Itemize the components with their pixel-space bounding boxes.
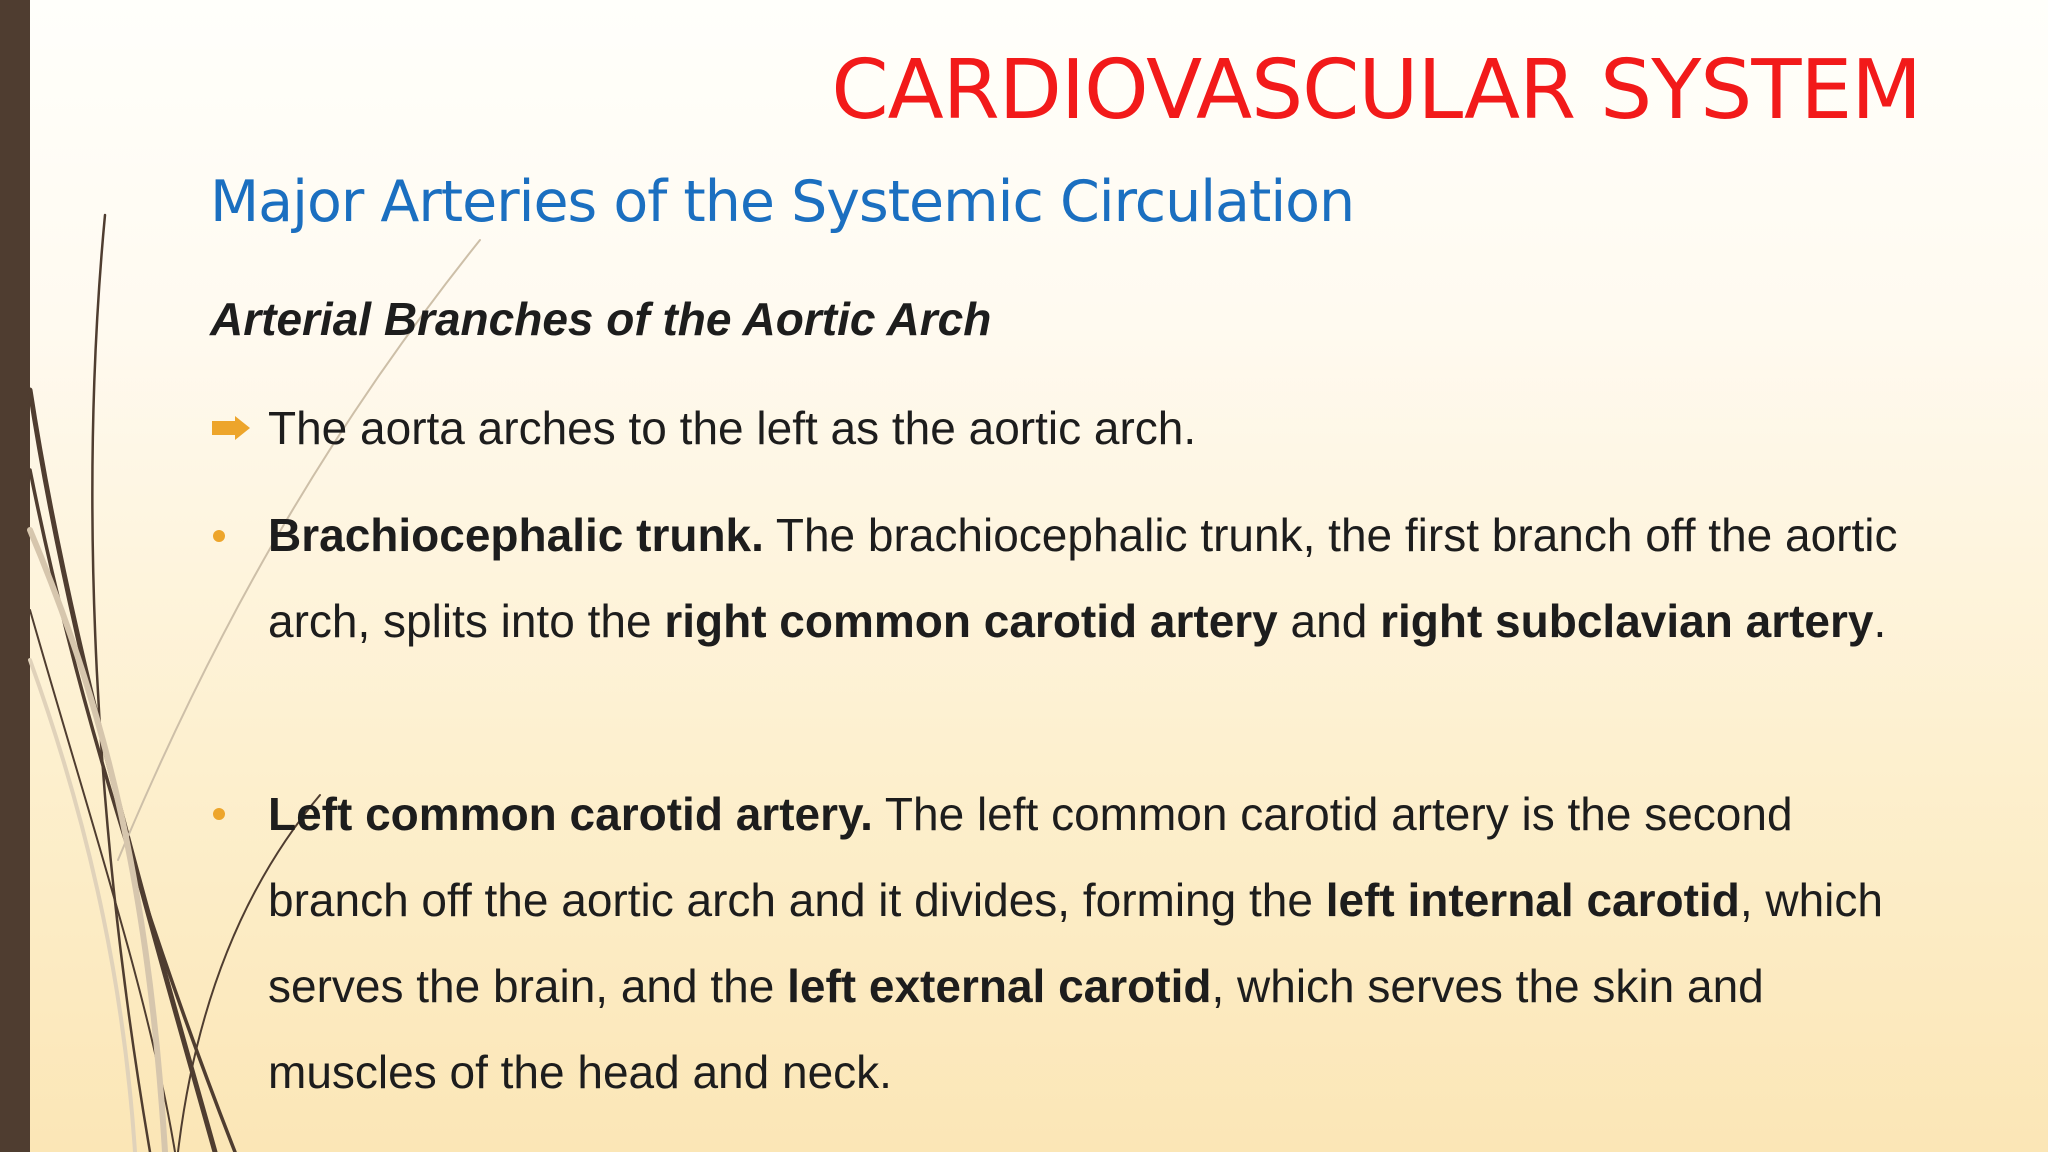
slide-title: CARDIOVASCULAR SYSTEM xyxy=(831,43,1921,138)
bullet-lead: Left common carotid artery. xyxy=(268,788,873,840)
bullet-text: . xyxy=(1873,595,1887,647)
dot-bullet-icon xyxy=(213,808,225,820)
bullet-text: The aorta arches to the left as the aortic arch. xyxy=(268,402,1197,454)
arrow-bullet-icon xyxy=(211,416,251,440)
decor-curve xyxy=(30,610,175,1152)
bullet-text: , which serves the skin and muscles of the head and neck. xyxy=(268,960,1764,1098)
bullet-item xyxy=(268,771,1908,1115)
slide-subtitle: Major Arteries of the Systemic Circulation xyxy=(210,169,1355,235)
section-heading: Arterial Branches of the Aortic Arch xyxy=(210,293,992,345)
decor-curve xyxy=(30,530,165,1152)
bullet-text: The brachiocephalic trunk, the first branch off the aortic arch, splits into the xyxy=(268,509,1898,647)
bullet-text: and xyxy=(1277,595,1381,647)
decor-curve xyxy=(30,470,235,1152)
left-accent-bar xyxy=(0,0,30,1152)
bullet-item xyxy=(268,492,1908,664)
bullet-bold-term: left internal carotid xyxy=(1325,874,1740,926)
bullet-lead: Brachiocephalic trunk. xyxy=(268,509,764,561)
bullet-text: , which serves the brain, and the xyxy=(268,874,1883,1012)
decor-curve xyxy=(30,660,135,1152)
decor-curve xyxy=(30,390,215,1152)
decor-curve xyxy=(92,215,150,1152)
bullet-bold-term: right subclavian artery xyxy=(1380,595,1874,647)
bullet-item xyxy=(268,385,1908,471)
bullet-bold-term: right common carotid artery xyxy=(664,595,1278,647)
dot-bullet-icon xyxy=(213,530,225,542)
bullet-text: The left common carotid artery is the second branch off the aortic arch and it divides, forming the xyxy=(268,788,1793,926)
bullet-bold-term: left external carotid xyxy=(787,960,1212,1012)
